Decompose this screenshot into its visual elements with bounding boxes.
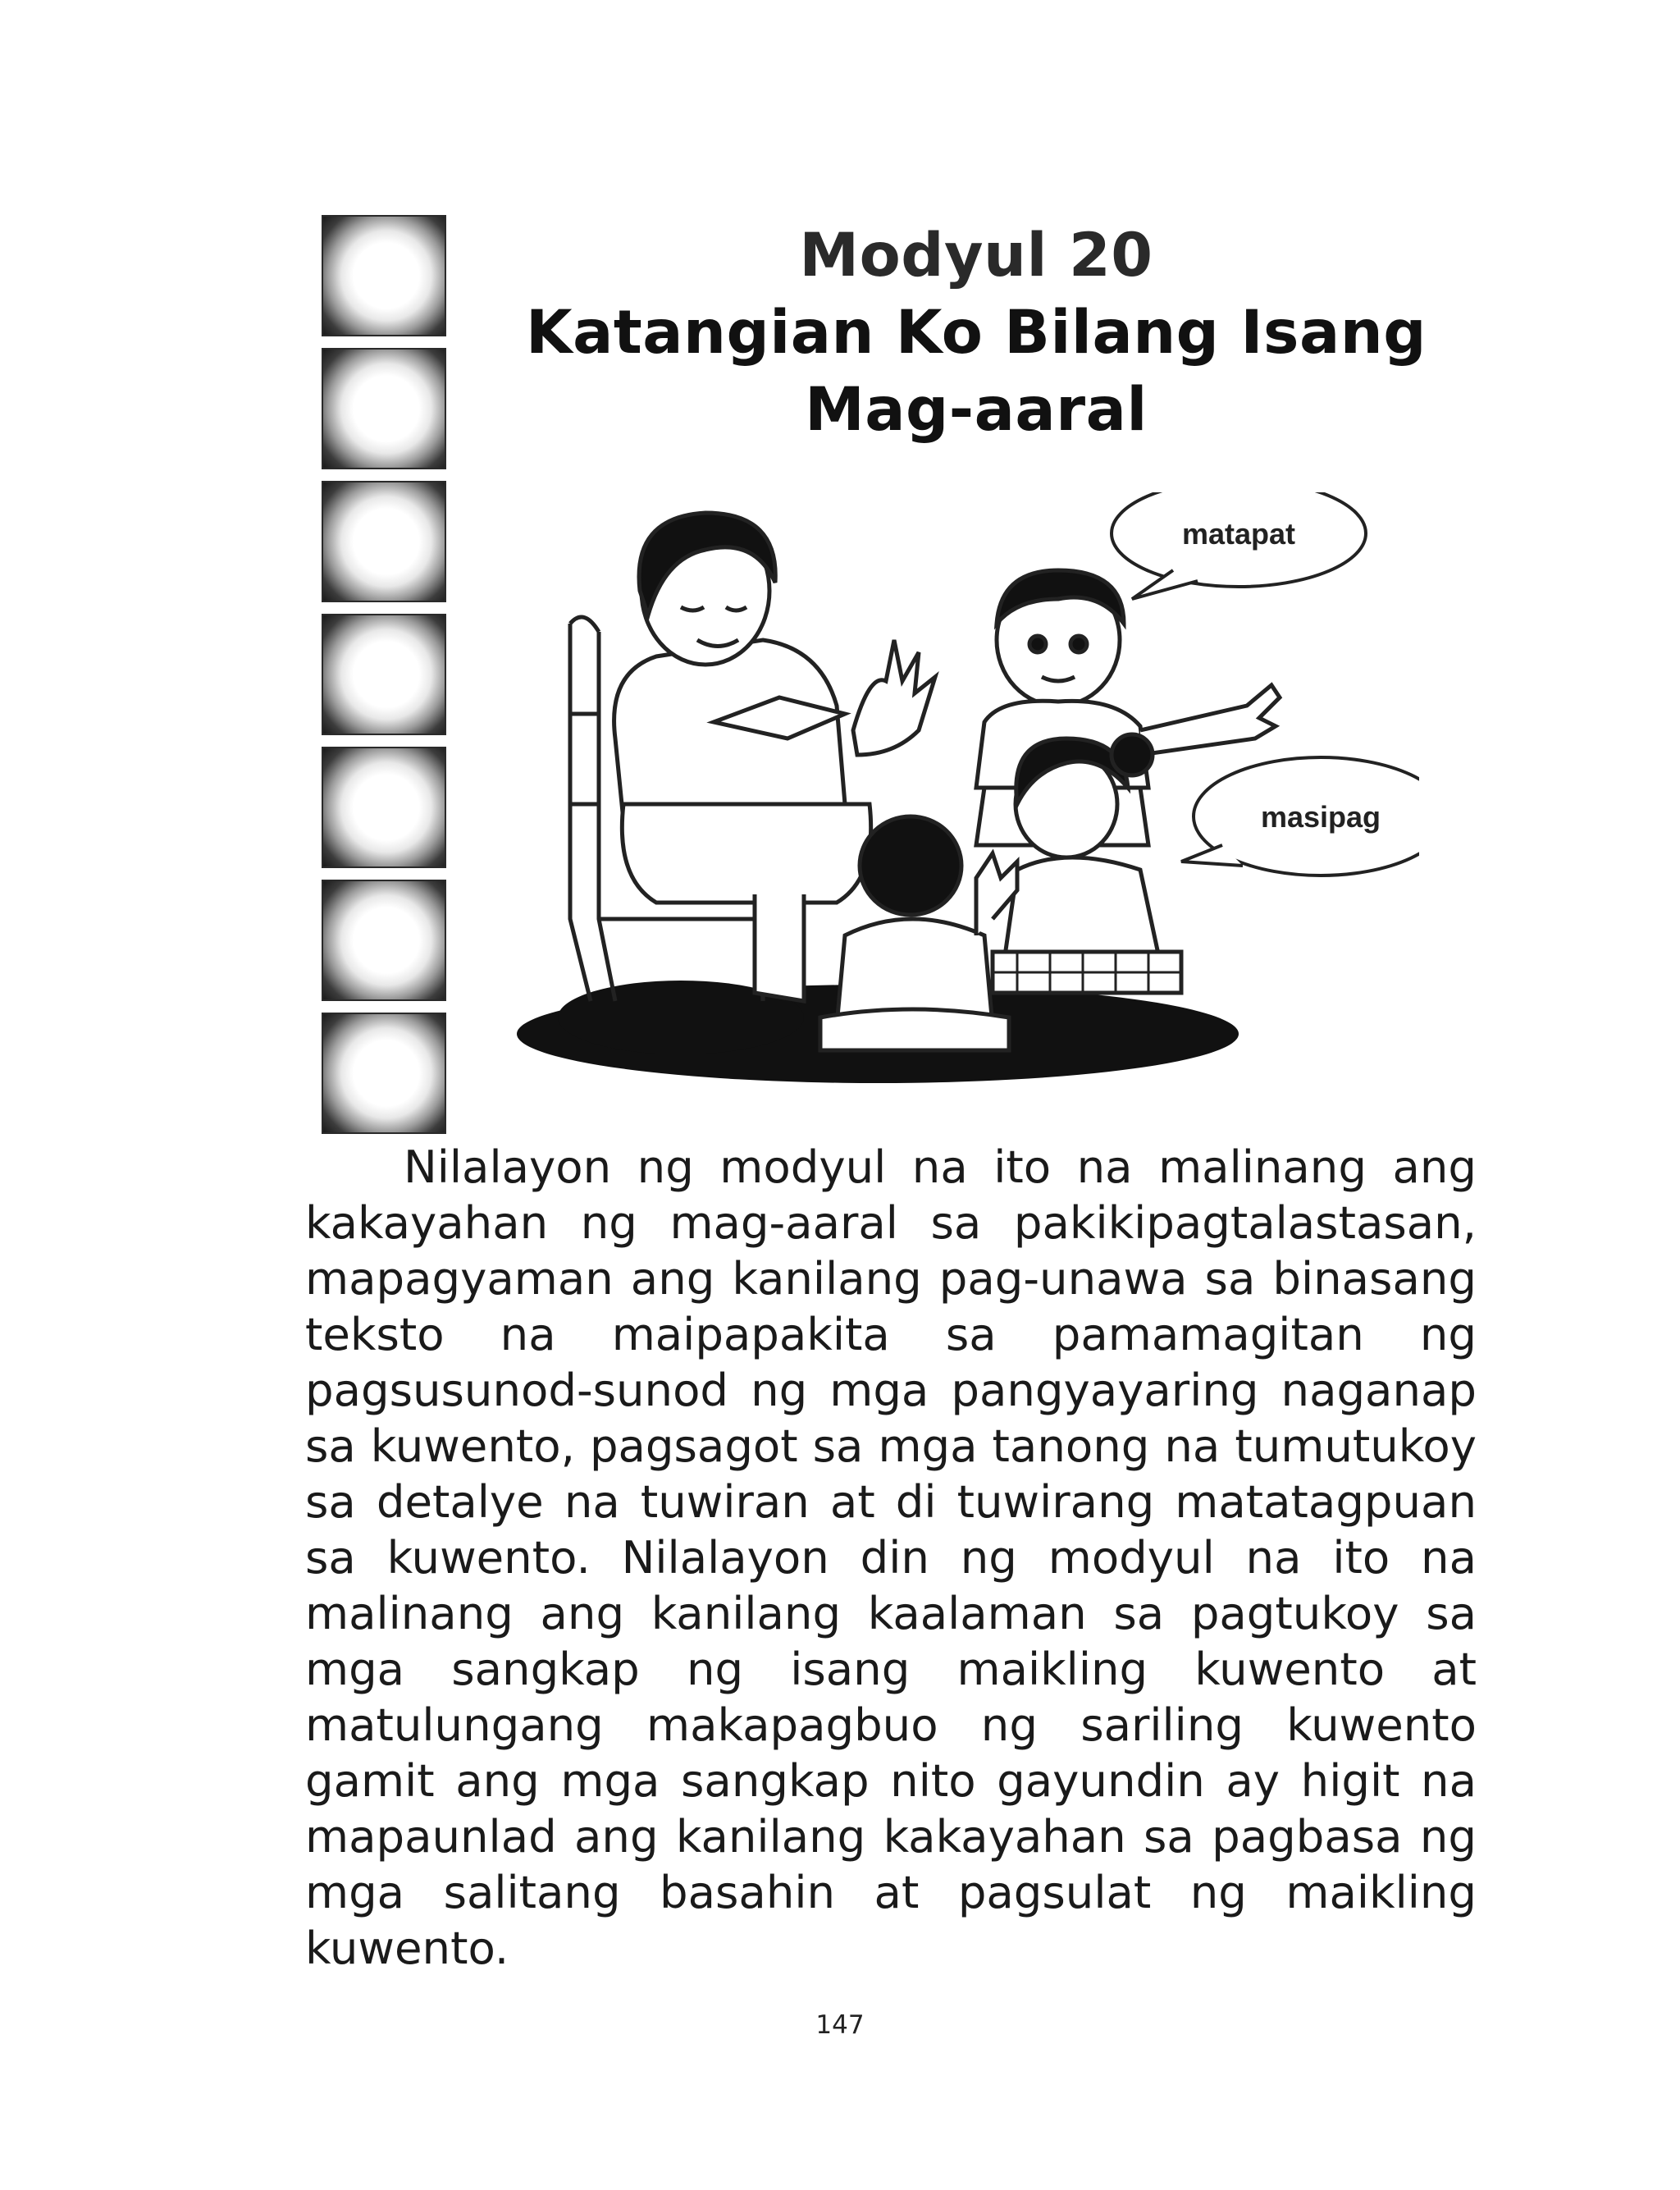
teacher-and-students-illustration <box>492 492 1419 1100</box>
module-title-line-2: Mag-aaral <box>805 375 1148 445</box>
speech-bubble-masipag <box>1181 757 1419 876</box>
speech-bubble-matapat <box>1112 492 1366 599</box>
bubble-masipag-text: masipag <box>1260 800 1381 834</box>
film-frame <box>322 880 446 1001</box>
film-frame <box>322 481 446 602</box>
film-frame <box>322 1013 446 1134</box>
film-frame <box>322 747 446 868</box>
page-number: 147 <box>815 2010 865 2040</box>
module-number: Modyul 20 <box>799 221 1153 290</box>
film-frame <box>322 614 446 735</box>
decorative-film-strip <box>322 215 453 1145</box>
module-title-line-1: Katangian Ko Bilang Isang <box>526 298 1427 368</box>
film-frame <box>322 348 446 469</box>
module-title-block <box>492 217 1460 449</box>
sitting-girl-figure <box>993 734 1181 993</box>
film-frame <box>322 215 446 336</box>
bubble-matapat-text: matapat <box>1181 517 1296 551</box>
module-description-paragraph: Nilalayon ng modyul na ito na malinang ang kakayahan ng mag-aaral sa pakikipagtalastasan, mapagyaman ang kanilang pag-unawa sa binasang teksto na maipapakita sa pamamagitan ng pagsusunod-sunod ng mga pangyayaring naganap sa kuwento, pagsagot sa mga tanong na tumutukoy sa detalye na tuwiran at di tuwirang matatagpuan sa kuwento. Nilalayon din ng modyul na ito na malinang ang kanilang kaalaman sa pagtukoy sa mga sangkap ng isang maikling kuwento at matulungang makapagbuo ng sariling kuwento gamit ang mga sangkap nito gayundin ay higit na mapaunlad ang kanilang kakayahan sa pagbasa ng mga salitang basahin at pagsulat ng maikling kuwento. <box>305 1141 1477 1974</box>
